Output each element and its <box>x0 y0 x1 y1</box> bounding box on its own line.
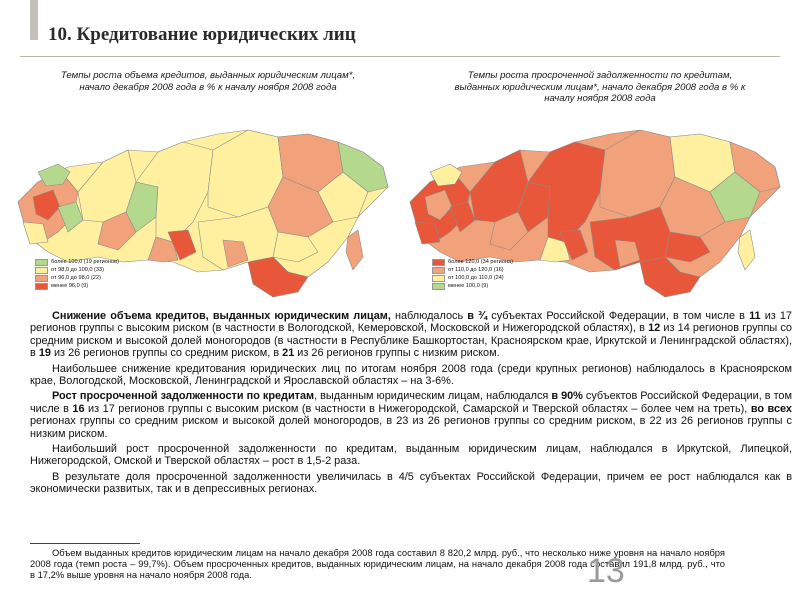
legend-swatch <box>35 283 48 290</box>
right-map-caption-line2: выданных юридическим лицам*, начало декабря 2008 года в % к <box>454 81 746 93</box>
legend-label: от 110,0 до 120,0 (16) <box>448 267 504 273</box>
legend-label: от 96,0 до 98,0 (22) <box>51 275 101 281</box>
legend-label: более 120,0 (34 региона) <box>448 259 513 265</box>
legend-item <box>35 282 119 290</box>
legend-item <box>35 266 119 274</box>
right-map-caption <box>415 70 785 105</box>
corner-decoration <box>30 0 38 40</box>
legend-swatch <box>35 259 48 266</box>
paragraph-credit-decline: Снижение объема кредитов, выданных юридическим лицам, наблюдалось в ¾ субъектах Российской Федерации, в том числе в 11 из 17 регионов группы с высоким риском (в частности в Вологодской, Кемеровской, Московской и Нижегородской областях), в 12 из 14 регионов группы со средним риском и высокой долей моногородов (в частности в Республике Башкортостан, Красноярском крае, Иркутской и Ленинградской областях), в 19 из 26 регионов группы со средним риском, в 21 из 26 регионов группы с низким риском. <box>30 310 792 360</box>
legend-label: менее 96,0 (9) <box>51 283 89 289</box>
legend-label: от 100,0 до 110,0 (24) <box>448 275 504 281</box>
paragraph-largest-growth: Наибольший рост просроченной задолженности по кредитам, выданным юридическим лицам, наблюдался в Иркутской, Липецкой, Нижегородской, Омской и Тверской областях – рост в 1,5-2 раза. <box>30 443 792 468</box>
left-map-caption-line1: Темпы роста объема кредитов, выданных юридическим лицам*, <box>60 70 356 81</box>
legend-item <box>432 258 513 266</box>
legend-swatch <box>432 275 445 282</box>
page-number: 13 <box>587 552 625 590</box>
right-map-legend <box>432 258 513 290</box>
paragraph-largest-decline: Наибольшее снижение кредитования юридических лиц по итогам ноября 2008 года (среди крупных регионов) наблюдалось в Красноярском крае, Вологодской, Московской, Ленинградской и Ярославской областях – на 3-6%. <box>30 362 792 388</box>
left-map-caption-line2: начало декабря 2008 года в % к началу ноября 2008 года <box>79 81 337 93</box>
right-map-caption-line3: началу ноября 2008 года <box>544 93 656 104</box>
legend-swatch <box>432 267 445 274</box>
body-text <box>30 310 792 499</box>
legend-item <box>35 258 119 266</box>
legend-item <box>432 266 513 274</box>
left-map-caption <box>18 70 398 93</box>
legend-swatch <box>432 259 445 266</box>
footnote-divider <box>30 543 140 544</box>
legend-swatch <box>35 275 48 282</box>
right-map-caption-line1: Темпы роста просроченной задолженности по кредитам, <box>467 70 733 81</box>
legend-label: более 100,0 (19 регионов) <box>51 259 119 265</box>
legend-item <box>432 282 513 290</box>
legend-item <box>432 274 513 282</box>
paragraph-overdue-growth: Рост просроченной задолженности по кредитам, выданным юридическим лицам, наблюдался в 90% субъектов Российской Федерации, в том числе в 16 из 17 регионов группы с высоким риском (в частности в Нижегородской, Самарской и Тверской областях – более чем на треть), во всех регионах группы со средним риском и высокой долей моногородов, в 23 из 26 регионов группы со средним риском, в 22 из 26 регионов группы с низким риском. <box>30 390 792 440</box>
title-divider <box>20 56 780 57</box>
footnote-text: Объем выданных кредитов юридическим лицам на начало декабря 2008 года составил 8 820,2 млрд. руб., что несколько ниже уровня на начало ноября 2008 года (темп роста – 99,7%). Объем просроченных кредитов, выданных юридическим лицам, на начало декабря 2008 года составил 191,8 млрд. руб., что в 17,2% выше уровня на начало ноября 2008 года. <box>30 547 725 580</box>
legend-swatch <box>432 283 445 290</box>
legend-label: менее 100,0 (9) <box>448 283 489 289</box>
left-map-legend <box>35 258 119 290</box>
legend-item <box>35 274 119 282</box>
legend-swatch <box>35 267 48 274</box>
paragraph-result: В результате доля просроченной задолженности увеличилась в 4/5 субъектах Российской Федерации, причем ее рост наблюдался как в экономически развитых, так и в депрессивных регионах. <box>30 470 792 496</box>
page-title: 10. Кредитование юридических лиц <box>48 24 356 45</box>
legend-label: от 98,0 до 100,0 (33) <box>51 267 104 273</box>
